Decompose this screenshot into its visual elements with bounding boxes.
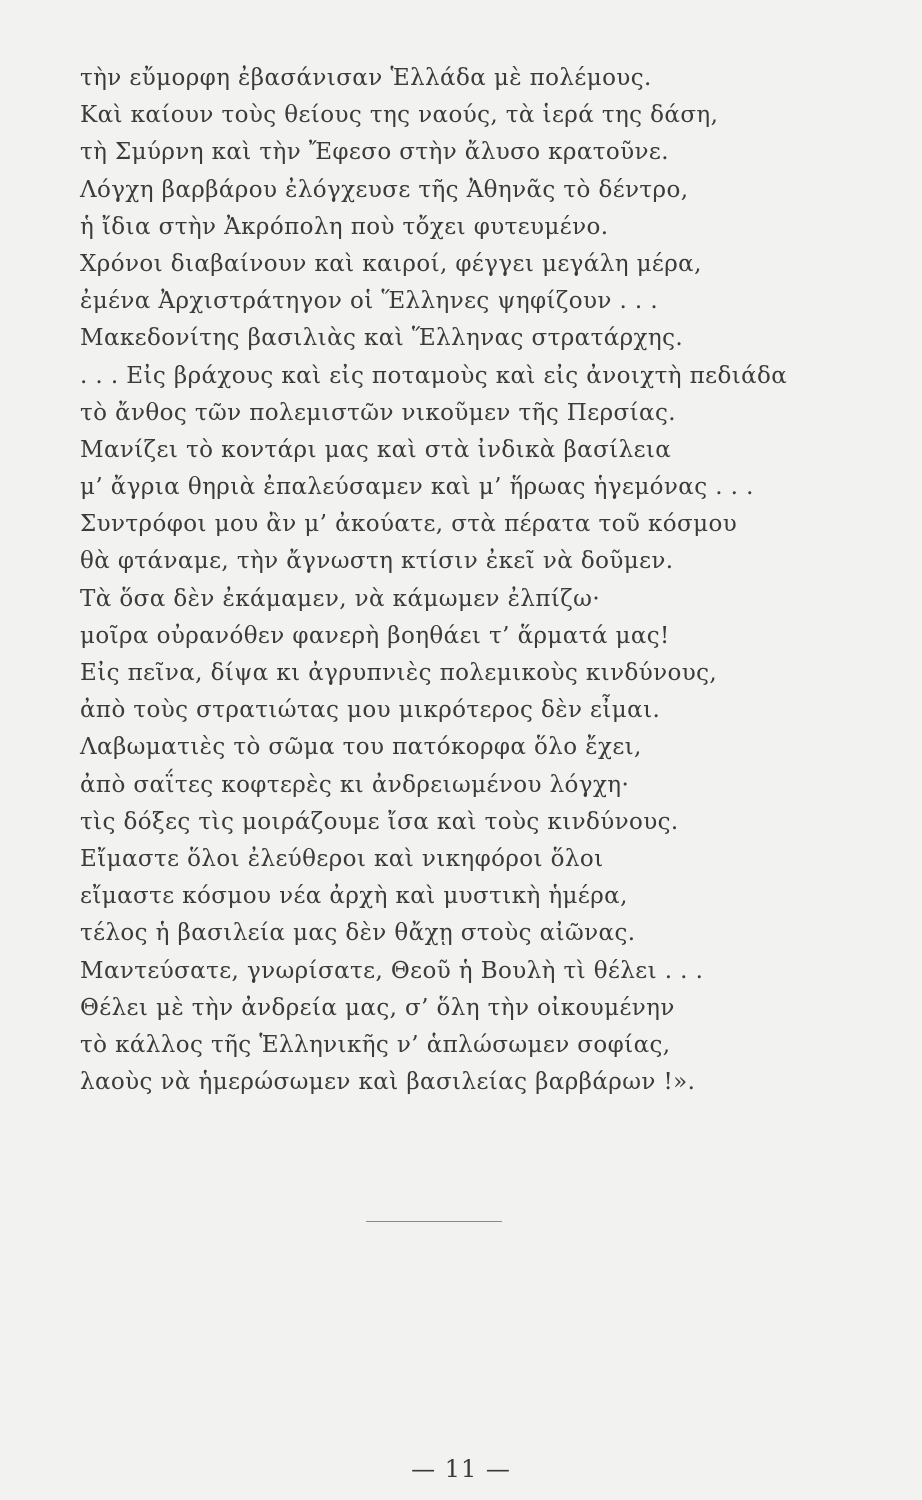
poem-text (80, 60, 880, 1101)
poem-line: Τὰ ὅσα δὲν ἐκάμαμεν, νὰ κάμωμεν ἐλπίζω· (80, 585, 601, 612)
poem-line: ἀπὸ τοὺς στρατιώτας μου μικρότερος δὲν εἶμαι. (80, 697, 661, 724)
poem-line: Μακεδονίτης βασιλιὰς καὶ Ἕλληνας στρατάρχης. (80, 325, 684, 352)
poem-line: Μανίζει τὸ κοντάρι μας καὶ στὰ ἰνδικὰ βασίλεια (80, 436, 672, 463)
poem-line: Μαντεύσατε, γνωρίσατε, Θεοῦ ἡ Βουλὴ τὶ θέλει . . . (80, 957, 704, 984)
poem-line: Χρόνοι διαβαίνουν καὶ καιροί, φέγγει μεγάλη μέρα, (80, 250, 702, 277)
poem-line: Συντρόφοι μου ἂν μ’ ἀκούατε, στὰ πέρατα τοῦ κόσμου (80, 511, 738, 538)
poem-line: τέλος ἡ βασιλεία μας δὲν θἄχῃ στοὺς αἰῶνας. (80, 920, 636, 947)
poem-line: μ’ ἄγρια θηριὰ ἐπαλεύσαμεν καὶ μ’ ἥρωας ἡγεμόνας . . . (80, 474, 754, 501)
poem-line: θὰ φτάναμε, τὴν ἄγνωστη κτίσιν ἐκεῖ νὰ δοῦμεν. (80, 548, 674, 575)
poem-line: εἴμαστε κόσμου νέα ἀρχὴ καὶ μυστικὴ ἡμέρα, (80, 883, 628, 910)
poem-line: Εἰς πεῖνα, δίψα κι ἀγρυπνιὲς πολεμικοὺς κινδύνους, (80, 660, 718, 686)
poem-line: τὶς δόξες τὶς μοιράζουμε ἴσα καὶ τοὺς κινδύνους. (80, 808, 679, 835)
poem-line: ἐμένα Ἀρχιστράτηγον οἱ Ἕλληνες ψηφίζουν . . . (80, 288, 659, 315)
poem-line: τὴν εὔμορφη ἐβασάνισαν Ἑλλάδα μὲ πολέμους. (80, 65, 652, 91)
poem-line: Λαβωματιὲς τὸ σῶμα του πατόκορφα ὅλο ἔχει, (80, 734, 642, 761)
poem-line: μοῖρα οὐρανόθεν φανερὴ βοηθάει τ’ ἅρματά μας! (80, 622, 670, 649)
poem-line: τὴ Σμύρνη καὶ τὴν Ἔφεσο στὴν ἄλυσο κρατοῦνε. (80, 139, 669, 166)
poem-line: Λόγχη βαρβάρου ἐλόγχευσε τῆς Ἀθηνᾶς τὸ δέντρο, (80, 176, 689, 203)
page-number: — 11 — (411, 1455, 511, 1483)
poem-line: Θέλει μὲ τὴν ἀνδρεία μας, σ’ ὅλη τὴν οἰκουμένην (80, 994, 675, 1021)
section-divider (366, 1221, 502, 1222)
poem-line: . . . Εἰς βράχους καὶ εἰς ποταμοὺς καὶ εἰς ἀνοιχτὴ πεδιάδα (80, 362, 788, 389)
poem-line: ἡ ἴδια στὴν Ἀκρόπολη ποὺ τὄχει φυτευμένο. (80, 213, 609, 240)
poem-line: τὸ ἄνθος τῶν πολεμιστῶν νικοῦμεν τῆς Περσίας. (80, 399, 676, 426)
poem-line: λαοὺς νὰ ἡμερώσωμεν καὶ βασιλείας βαρβάρων !». (80, 1069, 696, 1096)
poem-line: ἀπὸ σαΐτες κοφτερὲς κι ἀνδρειωμένου λόγχη· (80, 771, 630, 798)
poem-line: τὸ κάλλος τῆς Ἑλληνικῆς ν’ ἁπλώσωμεν σοφίας, (80, 1031, 671, 1058)
poem-line: Εἴμαστε ὅλοι ἐλεύθεροι καὶ νικηφόροι ὅλοι (80, 845, 604, 872)
poem-line: Καὶ καίουν τοὺς θείους της ναούς, τὰ ἱερά της δάση, (80, 102, 719, 129)
